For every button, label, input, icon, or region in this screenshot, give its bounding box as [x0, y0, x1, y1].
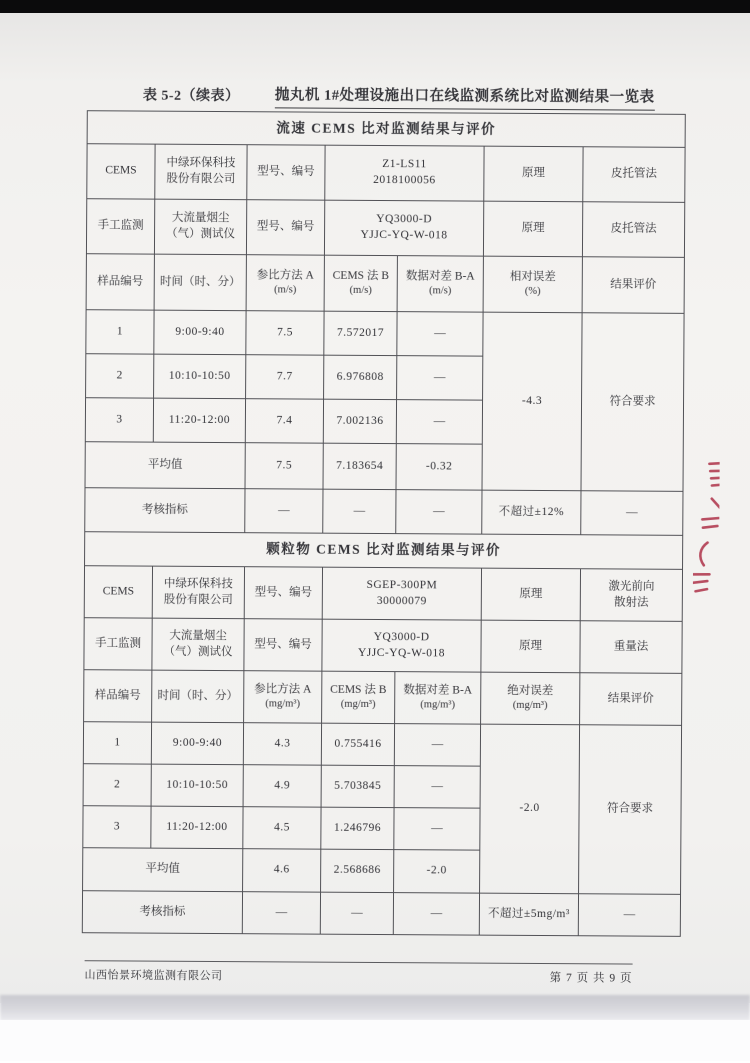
col-header-diff: [397, 256, 483, 313]
assessment-row: [82, 891, 680, 937]
cell-average-label: 平均值: [83, 848, 243, 892]
cell-ref-value: 7.4: [245, 399, 323, 443]
merged-result-cell: 符合要求: [579, 725, 682, 895]
cell-system: 手工监测: [86, 199, 154, 254]
col-header-error-unit: (mg/m³): [512, 699, 548, 712]
cell-ref-value: 7.7: [246, 355, 324, 399]
data-row: [86, 310, 684, 358]
cell-diff-value: —: [397, 312, 483, 357]
col-header-ref-unit: (mg/m³): [265, 698, 301, 710]
footer-page-number: 第 7 页 共 9 页: [549, 972, 633, 985]
title-row: [87, 82, 687, 112]
cell-principle-label: 原理: [484, 146, 583, 202]
principle-line2: 散射法: [614, 595, 649, 609]
page-footer: [84, 960, 632, 985]
cell-model-label: 型号、编号: [244, 567, 322, 619]
vendor-line1: 中绿环保科技: [166, 157, 236, 170]
cell-diff-value: —: [394, 808, 480, 851]
col-header-diff-label: 数据对差 B-A: [403, 683, 473, 697]
cell-diff-value: —: [394, 766, 480, 809]
col-header-ref-unit: (m/s): [274, 284, 297, 296]
col-header-cems-unit: (mg/m³): [340, 698, 376, 711]
page-title: 抛丸机 1#处理设施出口在线监测系统比对监测结果一览表: [275, 83, 655, 110]
equipment-row: [84, 618, 682, 674]
cell-diff-value: —: [396, 400, 482, 445]
equipment-row: [87, 144, 685, 203]
model-line1: YQ3000-D: [373, 630, 430, 644]
cell-cems-value: 2.568686: [321, 849, 394, 892]
cell-ref-value: —: [242, 892, 320, 934]
cell-cems-value: 7.183654: [323, 443, 396, 489]
principle-line1: 激光前向: [608, 580, 655, 593]
section-header-row: [85, 532, 683, 570]
cell-principle-label: 原理: [483, 201, 582, 257]
cell-result: —: [578, 894, 680, 937]
model-line1: Z1-LS11: [382, 158, 427, 171]
col-header-error-label: 绝对误差: [507, 684, 554, 697]
cell-average-label: 平均值: [85, 442, 245, 489]
cell-principle-label: 原理: [481, 620, 580, 673]
column-header-row: [86, 254, 684, 314]
cell-vendor: [152, 566, 244, 619]
cell-diff-value: —: [397, 356, 483, 401]
cell-cems-value: 5.703845: [321, 765, 394, 807]
col-header-time: 时间（时、分）: [152, 670, 244, 723]
cell-model-label: 型号、编号: [244, 619, 322, 671]
cell-time: 9:00-9:40: [151, 722, 243, 765]
monitoring-results-table: [82, 110, 686, 937]
footer-company: 山西怡景环境监测有限公司: [84, 969, 223, 983]
table-label: 表 5-2（续表）: [142, 88, 240, 105]
col-header-sample: 样品编号: [86, 254, 154, 310]
cell-ref-value: 7.5: [246, 311, 324, 355]
cell-ref-value: —: [245, 489, 323, 533]
cell-model-value: [322, 619, 481, 672]
col-header-result: 结果评价: [582, 257, 684, 314]
cell-sample-no: 2: [86, 354, 154, 398]
section-header-row: [87, 111, 685, 148]
cell-ref-value: 4.5: [243, 807, 321, 849]
cell-assessment-label: 考核指标: [85, 488, 245, 533]
cell-cems-value: 0.755416: [321, 723, 394, 765]
column-header-row: [84, 670, 682, 726]
col-header-cems-unit: (m/s): [349, 284, 372, 297]
red-stamp-fragment: [693, 432, 720, 594]
cell-assessment-label: 考核指标: [82, 891, 242, 934]
principle-line1: 皮托管法: [610, 222, 657, 235]
cell-ref-value: 7.5: [245, 443, 323, 489]
cell-ref-value: 4.9: [243, 765, 321, 807]
cell-vendor: [154, 199, 246, 255]
col-header-diff-label: 数据对差 B-A: [405, 269, 475, 283]
cell-model-value: [322, 567, 481, 620]
vendor-line2: （气）测试仪: [166, 227, 236, 241]
cell-model-label: 型号、编号: [247, 145, 325, 200]
col-header-error: [481, 672, 580, 725]
cell-cems-value: —: [323, 489, 396, 533]
principle-line1: 重量法: [613, 640, 649, 653]
model-line2: YJJC-YQ-W-018: [357, 646, 446, 659]
vendor-line1: 中绿环保科技: [163, 577, 233, 591]
cell-time: 9:00-9:40: [154, 310, 246, 355]
col-header-cems: [322, 671, 395, 723]
col-header-diff-unit: (mg/m³): [420, 699, 456, 711]
model-line2: 30000079: [376, 594, 427, 607]
cell-sample-no: 3: [83, 806, 151, 848]
principle-line1: 皮托管法: [610, 167, 657, 180]
cell-vendor: [155, 144, 247, 200]
data-row: [83, 722, 681, 768]
cell-sample-no: 2: [83, 764, 151, 806]
cell-sample-no: 1: [83, 722, 151, 764]
assessment-row: [85, 488, 683, 536]
model-line2: 2018100056: [373, 173, 436, 187]
col-header-result: 结果评价: [580, 673, 682, 726]
vendor-line1: 大流量烟尘: [171, 212, 230, 225]
cell-principle-value: [580, 569, 682, 622]
cell-principle-value: [582, 202, 684, 258]
equipment-row: [84, 566, 682, 622]
cell-diff-value: —: [393, 893, 479, 936]
cell-time: 10:10-10:50: [154, 354, 246, 399]
col-header-time: 时间（时、分）: [154, 254, 246, 311]
cell-system: CEMS: [87, 144, 155, 199]
cell-principle-value: [580, 621, 682, 674]
col-header-error-unit: (%): [524, 286, 541, 298]
cell-diff-value: —: [396, 490, 482, 535]
cell-sample-no: 3: [85, 398, 153, 442]
col-header-diff: [395, 672, 481, 725]
col-header-diff-unit: (m/s): [429, 285, 452, 297]
vendor-line1: 大流量烟尘: [169, 629, 227, 643]
vendor-line2: 股份有限公司: [163, 593, 233, 606]
col-header-error: [483, 256, 582, 313]
cell-criterion: 不超过±5mg/m³: [479, 893, 578, 936]
cell-diff-value: -2.0: [394, 850, 480, 894]
cell-system: 手工监测: [84, 618, 152, 670]
merged-result-cell: 符合要求: [581, 313, 684, 492]
cell-cems-value: 7.572017: [324, 311, 397, 355]
equipment-row: [86, 199, 684, 258]
cell-cems-value: 1.246796: [321, 807, 394, 849]
section-title: 颗粒物 CEMS 比对监测结果与评价: [85, 532, 683, 570]
col-header-ref-label: 参比方法 A: [254, 682, 312, 696]
cell-principle-label: 原理: [481, 568, 580, 621]
col-header-ref-label: 参比方法 A: [256, 268, 314, 282]
col-header-error-label: 相对误差: [509, 270, 556, 283]
cell-system: CEMS: [84, 566, 152, 618]
section-title: 流速 CEMS 比对监测结果与评价: [87, 111, 685, 148]
cell-model-value: [324, 200, 483, 256]
merged-error-cell: -2.0: [480, 724, 580, 894]
model-line2: YJJC-YQ-W-018: [360, 228, 448, 242]
cell-principle-value: [583, 147, 685, 203]
cell-time: 10:10-10:50: [151, 764, 243, 807]
cell-time: 11:20-12:00: [151, 806, 243, 849]
merged-error-cell: -4.3: [482, 312, 582, 491]
cell-criterion: 不超过±12%: [482, 490, 581, 535]
col-header-ref: [244, 671, 322, 723]
model-line1: YQ3000-D: [376, 213, 433, 226]
col-header-cems-label: CEMS 法 B: [330, 683, 387, 696]
cell-ref-value: 4.3: [243, 723, 321, 765]
cell-diff-value: -0.32: [396, 444, 482, 491]
col-header-cems: [324, 255, 397, 311]
col-header-cems-label: CEMS 法 B: [332, 269, 389, 282]
cell-model-value: [325, 145, 484, 201]
cell-result: —: [581, 491, 683, 536]
red-stamp-strokes: [693, 432, 720, 594]
col-header-ref: [246, 255, 324, 311]
cell-diff-value: —: [394, 724, 480, 767]
cell-ref-value: 4.6: [243, 849, 321, 892]
cell-cems-value: 6.976808: [324, 355, 397, 399]
vendor-line2: 股份有限公司: [166, 172, 236, 186]
model-line1: SGEP-300PM: [366, 578, 438, 592]
cell-cems-value: —: [320, 892, 393, 934]
cell-time: 11:20-12:00: [153, 398, 245, 443]
cell-cems-value: 7.002136: [323, 399, 396, 443]
cell-vendor: [152, 618, 244, 671]
col-header-sample: 样品编号: [84, 670, 152, 722]
cell-model-label: 型号、编号: [246, 200, 324, 255]
vendor-line2: （气）测试仪: [163, 645, 233, 658]
cell-sample-no: 1: [86, 310, 154, 354]
